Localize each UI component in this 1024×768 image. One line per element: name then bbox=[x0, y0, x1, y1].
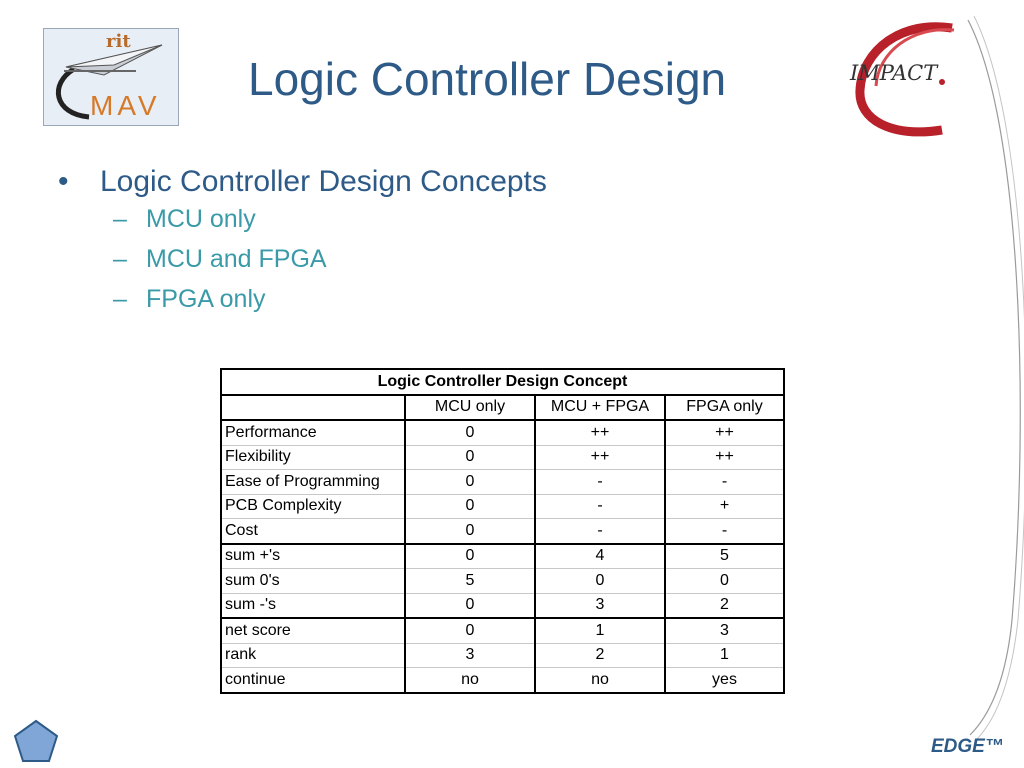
subbullet-text: MCU only bbox=[146, 205, 256, 233]
table-cell: yes bbox=[665, 668, 784, 693]
table-cell: - bbox=[665, 470, 784, 495]
table-cell: 3 bbox=[665, 618, 784, 643]
table-cell: 5 bbox=[405, 569, 535, 594]
table-cell: 2 bbox=[535, 643, 665, 668]
row-label: net score bbox=[221, 618, 405, 643]
table-cell: ++ bbox=[665, 420, 784, 445]
table-cell: ++ bbox=[665, 445, 784, 470]
header-cell: FPGA only bbox=[665, 395, 784, 421]
row-label: sum -'s bbox=[221, 593, 405, 618]
table-row bbox=[221, 544, 784, 569]
table-row bbox=[221, 643, 784, 668]
row-label: sum 0's bbox=[221, 569, 405, 594]
row-label: rank bbox=[221, 643, 405, 668]
header-cell: MCU only bbox=[405, 395, 535, 421]
table-row bbox=[221, 569, 784, 594]
header-cell: MCU + FPGA bbox=[535, 395, 665, 421]
table-cell: - bbox=[535, 519, 665, 544]
table-header-row bbox=[221, 395, 784, 421]
row-label: continue bbox=[221, 668, 405, 693]
table-cell: 5 bbox=[665, 544, 784, 569]
edge-footer: EDGE™ bbox=[931, 736, 1004, 757]
table-cell: 0 bbox=[405, 494, 535, 519]
table-cell: 2 bbox=[665, 593, 784, 618]
logo-mav-text: MAV bbox=[90, 90, 161, 121]
table-cell: 0 bbox=[405, 618, 535, 643]
decorative-curve bbox=[950, 0, 1024, 768]
row-label: Flexibility bbox=[221, 445, 405, 470]
subbullet-text: FPGA only bbox=[146, 285, 266, 313]
slide-title: Logic Controller Design bbox=[248, 53, 727, 105]
bullet-text: Logic Controller Design Concepts bbox=[100, 165, 547, 198]
table-cell: 0 bbox=[405, 445, 535, 470]
table-cell: + bbox=[665, 494, 784, 519]
row-label: Performance bbox=[221, 420, 405, 445]
table-cell: 0 bbox=[535, 569, 665, 594]
table-caption: Logic Controller Design Concept bbox=[221, 369, 784, 395]
table-cell: ++ bbox=[535, 445, 665, 470]
logo-rit-text: rit bbox=[106, 31, 131, 52]
table-row bbox=[221, 618, 784, 643]
impact-logo-text: IMPACT bbox=[850, 61, 938, 85]
table-cell: 0 bbox=[405, 519, 535, 544]
table-cell: 0 bbox=[405, 593, 535, 618]
table-cell: - bbox=[535, 494, 665, 519]
table-cell: 1 bbox=[535, 618, 665, 643]
table-cell: no bbox=[405, 668, 535, 693]
table-row bbox=[221, 420, 784, 445]
table-row bbox=[221, 494, 784, 519]
row-label: PCB Complexity bbox=[221, 494, 405, 519]
table-cell: 0 bbox=[665, 569, 784, 594]
table-cell: 1 bbox=[665, 643, 784, 668]
table-row bbox=[221, 445, 784, 470]
table-cell: no bbox=[535, 668, 665, 693]
table-row bbox=[221, 593, 784, 618]
table-cell: 3 bbox=[405, 643, 535, 668]
table-cell: 0 bbox=[405, 544, 535, 569]
table-cell: 4 bbox=[535, 544, 665, 569]
pentagon-nav-icon[interactable] bbox=[12, 718, 60, 764]
row-label: Cost bbox=[221, 519, 405, 544]
table-cell: - bbox=[535, 470, 665, 495]
table-cell: ++ bbox=[535, 420, 665, 445]
design-concept-table bbox=[220, 368, 785, 694]
row-label: Ease of Programming bbox=[221, 470, 405, 495]
header-cell bbox=[221, 395, 405, 421]
rit-mav-logo bbox=[43, 28, 179, 126]
subbullet-text: MCU and FPGA bbox=[146, 245, 327, 273]
table-cell: 3 bbox=[535, 593, 665, 618]
table-cell: - bbox=[665, 519, 784, 544]
table-cell: 0 bbox=[405, 470, 535, 495]
table-row bbox=[221, 668, 784, 693]
table-cell: 0 bbox=[405, 420, 535, 445]
table-row bbox=[221, 470, 784, 495]
row-label: sum +'s bbox=[221, 544, 405, 569]
table-row bbox=[221, 519, 784, 544]
